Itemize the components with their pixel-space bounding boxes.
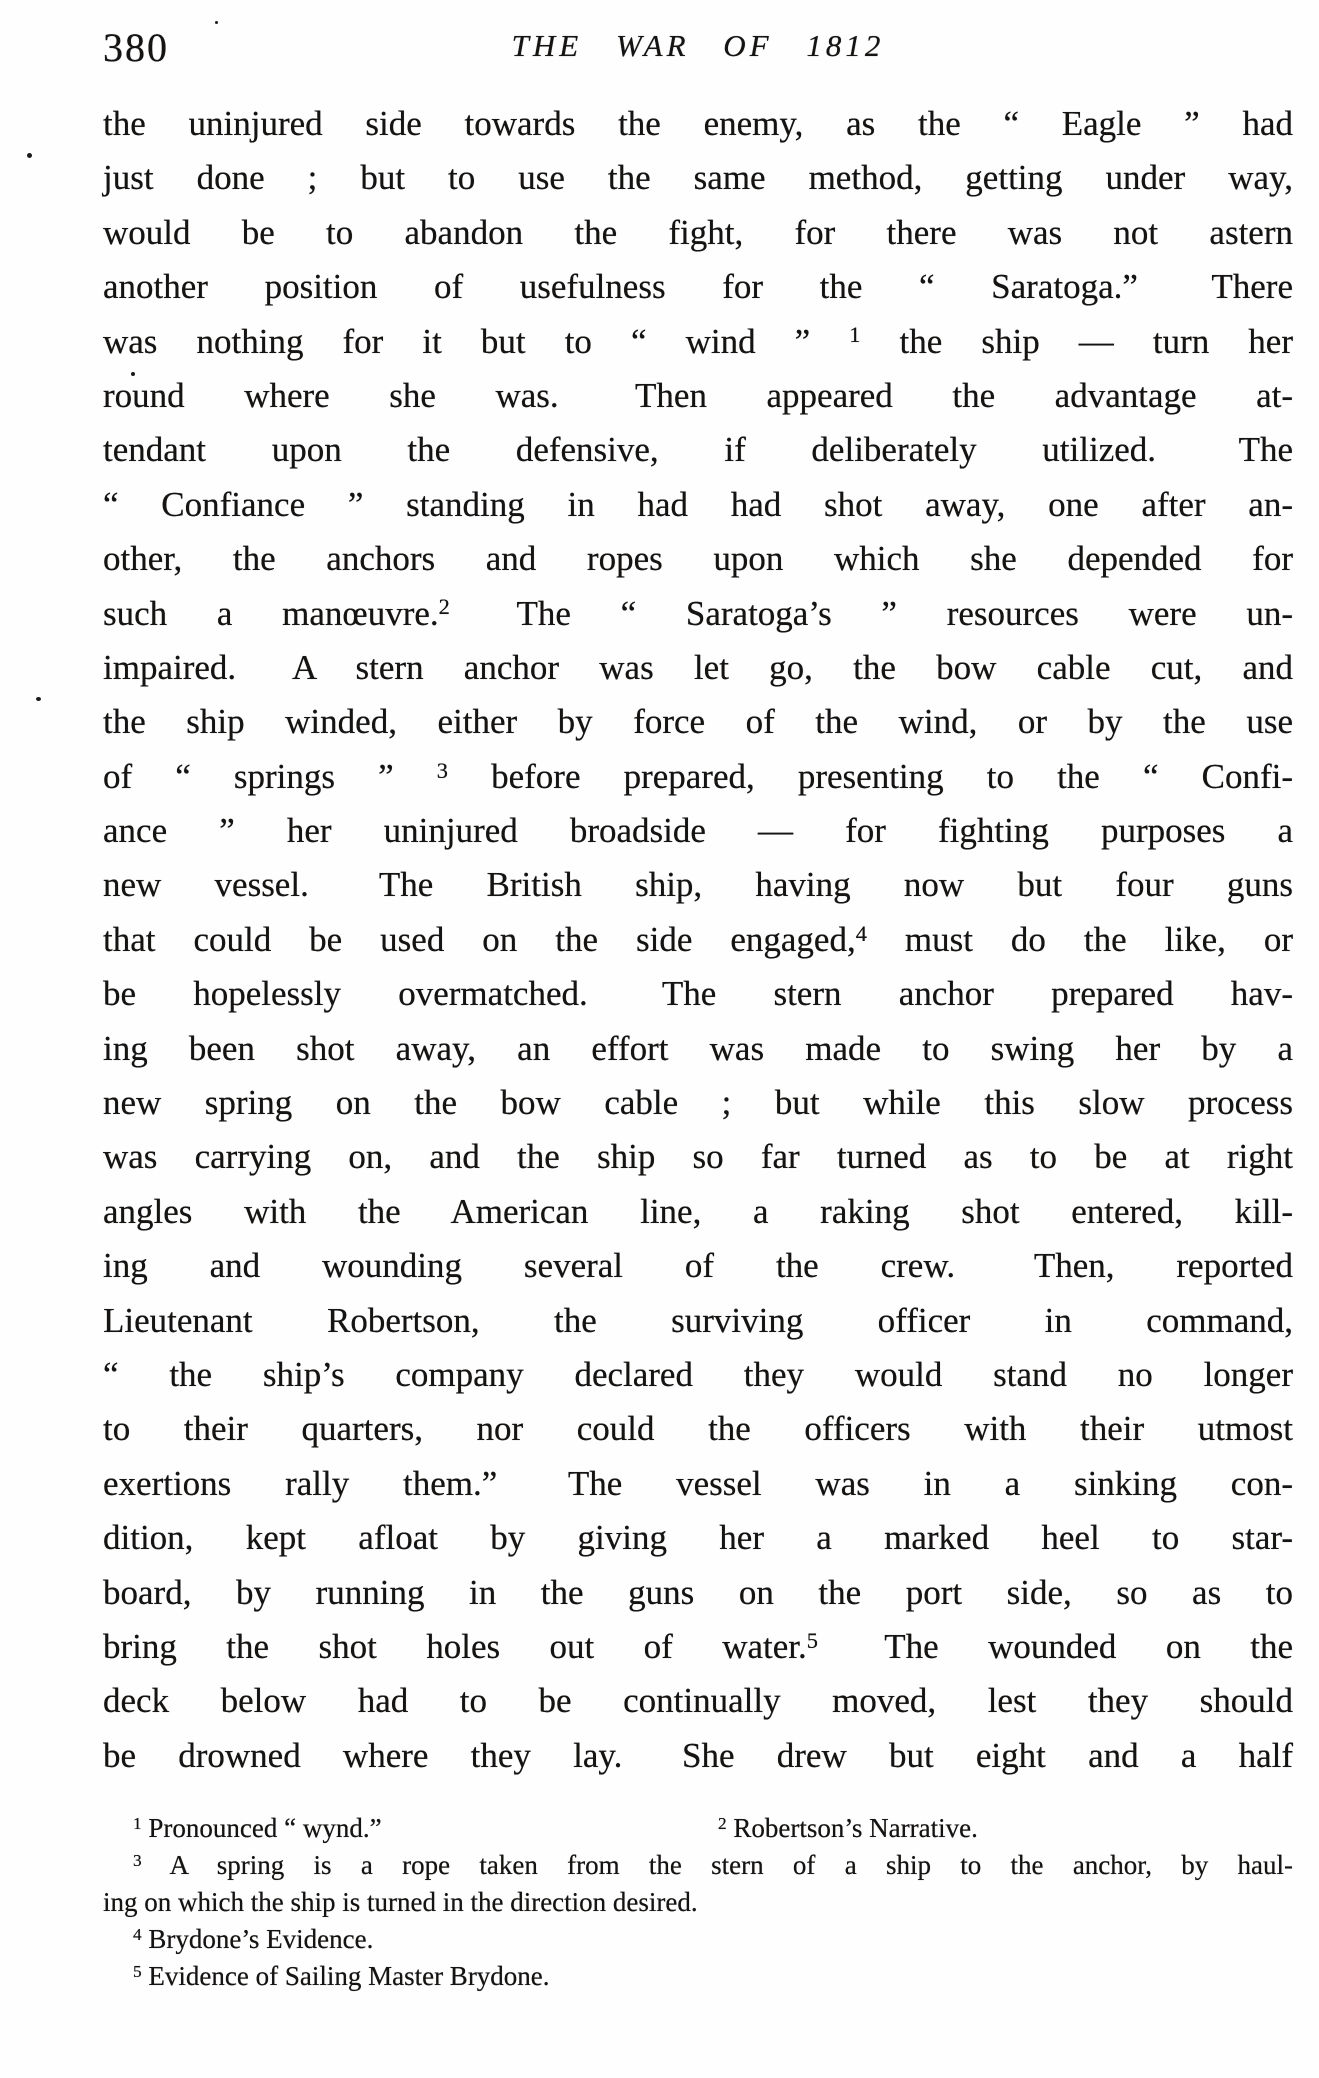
body-line: exertions rally them.” The vessel was in a sinking con- bbox=[103, 1463, 1293, 1503]
body-line: of “ springs ” $^3$ before prepared, presenting to the “ Confi- bbox=[103, 756, 1293, 796]
footnote-1: $^1$ Pronounced “ wynd.” bbox=[133, 1813, 382, 1843]
body-line: angles with the American line, a raking shot entered, kill- bbox=[103, 1191, 1293, 1231]
scan-speck bbox=[215, 21, 218, 24]
body-line: impaired. A stern anchor was let go, the bow cable cut, and bbox=[103, 647, 1293, 687]
footnote-3-line-1: $^3$ A spring is a rope taken from the stern of a ship to the anchor, by haul- bbox=[133, 1850, 1293, 1880]
body-line: new vessel. The British ship, having now but four guns bbox=[103, 865, 1293, 905]
body-line: would be to abandon the fight, for there was not astern bbox=[103, 212, 1293, 252]
body-line: dition, kept afloat by giving her a marked heel to star- bbox=[103, 1518, 1293, 1558]
footnote-2: $^2$ Robertson’s Narrative. bbox=[718, 1813, 978, 1843]
body-line: was carrying on, and the ship so far turned as to be at right bbox=[103, 1137, 1293, 1177]
page-number: 380 bbox=[103, 25, 169, 70]
body-line: “ Confiance ” standing in had had shot away, one after an- bbox=[103, 484, 1293, 524]
body-line: ing been shot away, an effort was made to swing her by a bbox=[103, 1028, 1293, 1068]
body-line: such a manœuvre.$^2$ The “ Saratoga’s ” resources were un- bbox=[103, 593, 1293, 633]
footnote-5: $^5$ Evidence of Sailing Master Brydone. bbox=[133, 1961, 550, 1991]
body-line: be drowned where they lay. She drew but eight and a half bbox=[103, 1735, 1293, 1775]
footnote-row-1-2 bbox=[103, 1810, 1293, 1847]
scan-speck bbox=[131, 372, 135, 376]
footnotes bbox=[103, 1810, 1293, 1995]
body-line: ance ” her uninjured broadside — for fighting purposes a bbox=[103, 811, 1293, 851]
body-line: the ship winded, either by force of the wind, or by the use bbox=[103, 702, 1293, 742]
footnote-4: $^4$ Brydone’s Evidence. bbox=[133, 1924, 374, 1954]
body-text bbox=[103, 97, 1293, 1783]
body-line: deck below had to be continually moved, lest they should bbox=[103, 1681, 1293, 1721]
footnote-3-line-2: ing on which the ship is turned in the direction desired. bbox=[103, 1887, 698, 1917]
body-line: just done ; but to use the same method, getting under way, bbox=[103, 158, 1293, 198]
body-line: ing and wounding several of the crew. Then, reported bbox=[103, 1246, 1293, 1286]
body-line: another position of usefulness for the “ Saratoga.” There bbox=[103, 267, 1293, 307]
body-line: bring the shot holes out of water.$^5$ The wounded on the bbox=[103, 1626, 1293, 1666]
body-line: round where she was. Then appeared the advantage at- bbox=[103, 375, 1293, 415]
body-line: to their quarters, nor could the officers with their utmost bbox=[103, 1409, 1293, 1449]
body-line: was nothing for it but to “ wind ” $^1$ the ship — turn her bbox=[103, 321, 1293, 361]
body-line: new spring on the bow cable ; but while this slow process bbox=[103, 1083, 1293, 1123]
body-line: Lieutenant Robertson, the surviving officer in command, bbox=[103, 1300, 1293, 1340]
body-line: board, by running in the guns on the port side, so as to bbox=[103, 1572, 1293, 1612]
body-line: tendant upon the defensive, if deliberately utilized. The bbox=[103, 430, 1293, 470]
scan-speck bbox=[36, 697, 41, 701]
scan-speck bbox=[27, 153, 32, 158]
body-line: the uninjured side towards the enemy, as the “ Eagle ” had bbox=[103, 104, 1293, 143]
body-line: other, the anchors and ropes upon which she depended for bbox=[103, 539, 1293, 579]
body-line: “ the ship’s company declared they would stand no longer bbox=[103, 1354, 1293, 1394]
body-line: that could be used on the side engaged,$^4$ must do the like, or bbox=[103, 919, 1293, 959]
running-title: THE WAR OF 1812 bbox=[511, 28, 885, 63]
body-line: be hopelessly overmatched. The stern anchor prepared hav- bbox=[103, 974, 1293, 1014]
page-header bbox=[103, 22, 1293, 70]
